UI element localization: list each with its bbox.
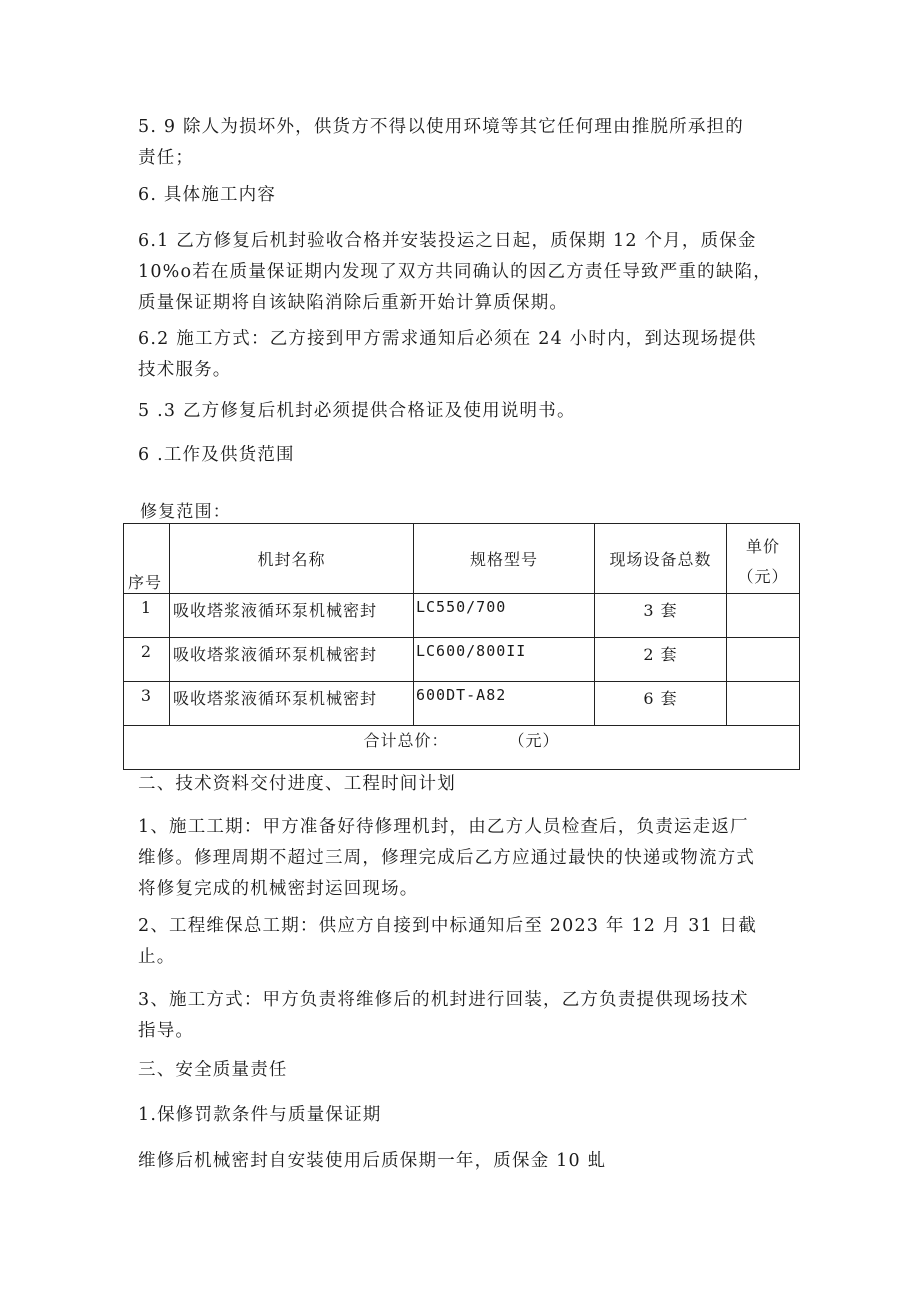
clause-5-9 (138, 112, 803, 174)
heading-6-scope (138, 440, 803, 471)
repair-scope-table (123, 523, 800, 770)
section-3-title-text: 三、安全质量责任 (138, 1060, 288, 1080)
total-unit: （元） (508, 731, 560, 750)
header-price (727, 524, 800, 594)
section-3-text-1-text: 维修后机械密封自安装使用后质保期一年，质保金 10 虬 (138, 1151, 607, 1171)
table-total-row (124, 726, 800, 770)
section-2-item-1 (138, 812, 803, 905)
section-2-item-3 (138, 985, 803, 1047)
clause-6-1 (138, 226, 803, 319)
clause-6-2-line-1: 6.2 施工方式：乙方接到甲方需求通知后必须在 24 小时内，到达现场提供 (138, 329, 757, 349)
section-3-sub-1-text: 1.保修罚款条件与质量保证期 (138, 1105, 382, 1125)
header-seq: 序号 (124, 524, 170, 594)
cell-price (727, 638, 800, 682)
cell-name: 吸收塔浆液循环泵机械密封 (170, 638, 414, 682)
cell-model: LC600/800II (414, 638, 595, 682)
section-3-title (138, 1055, 803, 1086)
total-label: 合计总价： (363, 731, 449, 750)
table-row (124, 638, 800, 682)
clause-6-2-line-2: 技术服务。 (138, 360, 232, 380)
section-2-item-1-line-3: 将修复完成的机械密封运回现场。 (138, 879, 419, 899)
clause-6-1-line-3: 质量保证期将自该缺陷消除后重新开始计算质保期。 (138, 293, 569, 313)
cell-price (727, 682, 800, 726)
header-model: 规格型号 (414, 524, 595, 594)
cell-seq: 2 (124, 638, 170, 682)
section-2-item-1-line-1: 1、施工工期：甲方准备好待修理机封，由乙方人员检查后，负责运走返厂 (138, 817, 749, 837)
section-2-item-2-line-2: 止。 (138, 947, 176, 967)
cell-qty: 3 套 (595, 594, 727, 638)
cell-name: 吸收塔浆液循环泵机械密封 (170, 682, 414, 726)
section-2-item-2-line-1: 2、工程维保总工期：供应方自接到中标通知后至 2023 年 12 月 31 日截 (138, 916, 758, 936)
cell-model: 600DT-A82 (414, 682, 595, 726)
clause-6-1-line-2: 10%o若在质量保证期内发现了双方共同确认的因乙方责任导致严重的缺陷， (138, 262, 772, 282)
header-name: 机封名称 (170, 524, 414, 594)
table-row (124, 682, 800, 726)
section-2-title (138, 769, 803, 800)
cell-seq: 1 (124, 594, 170, 638)
cell-qty: 2 套 (595, 638, 727, 682)
section-2-item-2 (138, 911, 803, 973)
section-3-sub-1 (138, 1100, 803, 1131)
heading-6-scope-text: 6 .工作及供货范围 (138, 445, 295, 465)
section-3-text-1 (138, 1146, 803, 1177)
section-2-title-text: 二、技术资料交付进度、工程时间计划 (138, 774, 456, 794)
cell-price (727, 594, 800, 638)
table-caption: 修复范围： (140, 502, 231, 522)
cell-name: 吸收塔浆液循环泵机械密封 (170, 594, 414, 638)
section-2-item-3-line-2: 指导。 (138, 1021, 195, 1041)
clause-6-1-line-1: 6.1 乙方修复后机封验收合格并安装投运之日起，质保期 12 个月，质保金 (138, 231, 757, 251)
section-2-item-1-line-2: 维修。修理周期不超过三周，修理完成后乙方应通过最快的快递或物流方式 (138, 848, 756, 868)
table-header-row (124, 524, 800, 594)
heading-6-text: 6. 具体施工内容 (138, 185, 277, 205)
header-qty: 现场设备总数 (595, 524, 727, 594)
header-price-line-2: （元） (737, 567, 789, 586)
section-2-item-3-line-1: 3、施工方式：甲方负责将维修后的机封进行回装，乙方负责提供现场技术 (138, 990, 749, 1010)
total-cell (124, 726, 800, 770)
header-price-line-1: 单价 (745, 537, 780, 556)
clause-5-9-line-1: 5. 9 除人为损坏外，供货方不得以使用环境等其它任何理由推脱所承担的 (138, 117, 744, 137)
cell-seq: 3 (124, 682, 170, 726)
cell-qty: 6 套 (595, 682, 727, 726)
cell-model: LC550/700 (414, 594, 595, 638)
clause-6-2 (138, 324, 803, 386)
heading-6 (138, 180, 803, 211)
table-row (124, 594, 800, 638)
clause-5-3 (138, 396, 803, 427)
clause-5-9-line-2: 责任； (138, 148, 195, 168)
clause-5-3-text: 5 .3 乙方修复后机封必须提供合格证及使用说明书。 (138, 401, 576, 421)
